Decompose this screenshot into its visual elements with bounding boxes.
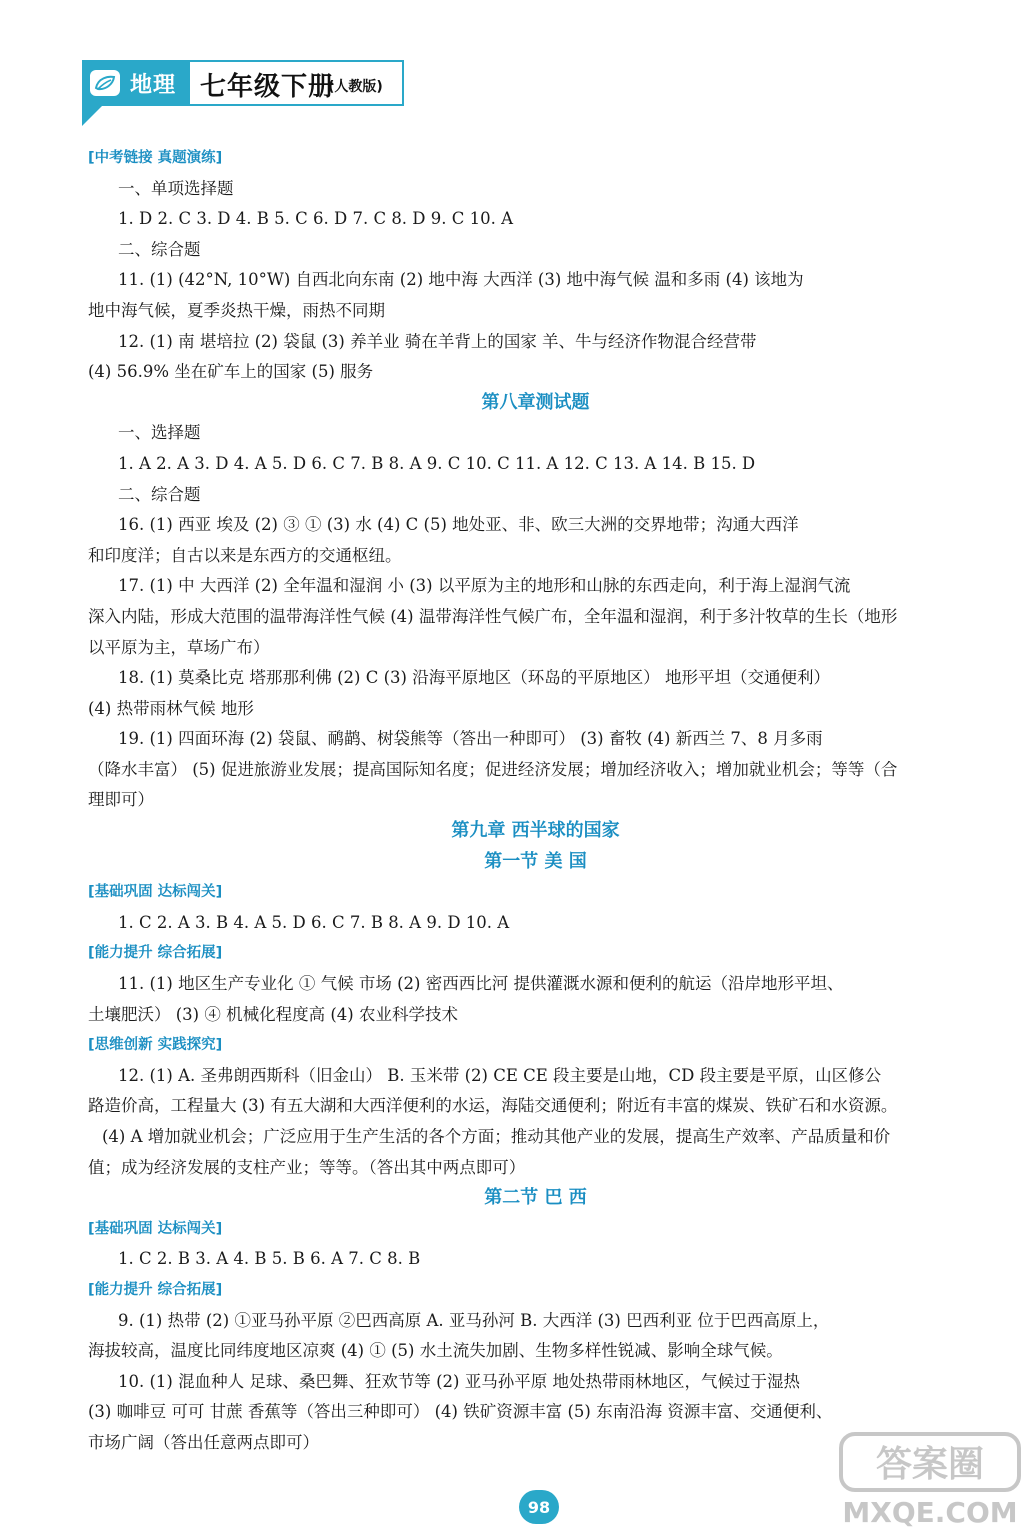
answer-line: (4) A 增加就业机会；广泛应用于生产生活的各个方面；推动其他产业的发展，提高生产效率、产品质量和价 [102,1127,891,1146]
watermark-top-text: 答案圈 [875,1444,985,1485]
answer-line: 海拔较高，温度比同纬度地区凉爽 (4) ① (5) 水土流失加剧、生物多样性锐减、影响全球气候。 [88,1341,783,1361]
section-tag: [基础巩固 达标闯关] [88,1220,223,1237]
answer-line: 16. (1) 西亚 埃及 (2) ③ ① (3) 水 (4) C (5) 地处亚、非、欧三大洲的交界地带；沟通大西洋 [118,515,799,535]
answer-content [88,143,983,1459]
subject-label: 地理 [130,72,177,98]
answer-line: 深入内陆，形成大范围的温带海洋性气候 (4) 温带海洋性气候广布，全年温和湿润，利于多汁牧草的生长（地形 [88,606,898,626]
leaf-icon [90,70,120,96]
answer-heading: 二、综合题 [118,484,201,504]
answer-line: 12. (1) 南 堪培拉 (2) 袋鼠 (3) 养羊业 骑在羊背上的国家 羊、牛与经济作物混合经营带 [118,331,757,351]
answer-line: 理即可） [88,790,154,810]
answer-line: 11. (1) (42°N, 10°W) 自西北向东南 (2) 地中海 大西洋 (3) 地中海气候 温和多雨 (4) 该地为 [118,270,804,290]
answer-line: 18. (1) 莫桑比克 塔那那利佛 (2) C (3) 沿海平原地区（环岛的平原地区） 地形平坦（交通便利） [118,668,830,688]
answer-line: 11. (1) 地区生产专业化 ① 气候 市场 (2) 密西西比河 提供灌溉水源和便利的航运（沿岸地形平坦、 [118,974,844,994]
answer-line: 19. (1) 四面环海 (2) 袋鼠、鸸鹋、树袋熊等（答出一种即可） (3) 畜牧 (4) 新西兰 7、8 月多雨 [118,729,823,749]
answer-line: 值；成为经济发展的支柱产业；等等。（答出其中两点即可） [88,1157,526,1177]
answer-line: (3) 咖啡豆 可可 甘蔗 香蕉等（答出三种即可） (4) 铁矿资源丰富 (5) 东南沿海 资源丰富、交通便利、 [88,1402,833,1422]
answer-line: （降水丰富） (5) 促进旅游业发展；提高国际知名度；促进经济发展；增加经济收入；增加就业机会；等等（合 [88,759,898,779]
answer-line: 和印度洋；自古以来是东西方的交通枢纽。 [88,545,402,565]
section-title: 第一节 美 国 [484,850,587,872]
section-tag: [中考链接 真题演练] [88,150,223,166]
chapter-title: 第八章测试题 [481,391,590,413]
answer-line: 9. (1) 热带 (2) ①亚马孙平原 ②巴西高原 A. 亚马孙河 B. 大西洋 (3) 巴西利亚 位于巴西高原上， [118,1310,830,1330]
watermark-logo [835,1428,1025,1528]
header-tab-decoration [82,106,102,126]
grade-title: 七年级下册 [200,72,336,102]
answer-line: 市场广阔（答出任意两点即可） [88,1432,319,1452]
section-tag: [基础巩固 达标闯关] [88,884,223,901]
answer-heading: 一、选择题 [118,423,201,443]
answer-line: 地中海气候，夏季炎热干燥，雨热不同期 [88,300,385,320]
section-tag: [能力提升 综合拓展] [88,945,223,962]
answer-heading: 二、综合题 [118,239,201,259]
answer-line: 土壤肥沃） (3) ④ 机械化程度高 (4) 农业科学技术 [88,1004,458,1024]
answer-line: 1. C 2. A 3. B 4. A 5. D 6. C 7. B 8. A 9. D 10. A [118,912,510,932]
answer-line: 17. (1) 中 大西洋 (2) 全年温和湿润 小 (3) 以平原为主的地形和山脉的东西走向，利于海上湿润气流 [118,576,851,596]
section-tag: [能力提升 综合拓展] [88,1281,223,1298]
subject-banner [82,60,190,106]
answer-line: 路造价高，工程量大 (3) 有五大湖和大西洋便利的水运，海陆交通便利；附近有丰富的煤炭、铁矿石和水资源。 [88,1096,898,1116]
answer-line: 1. A 2. A 3. D 4. A 5. D 6. C 7. B 8. A 9. C 10. C 11. A 12. C 13. A 14. B 15. D [118,453,756,473]
answer-line: 以平原为主，草场广布） [88,637,270,657]
answer-heading: 一、单项选择题 [118,178,234,198]
answer-line: 10. (1) 混血种人 足球、桑巴舞、狂欢节等 (2) 亚马孙平原 地处热带雨林地区，气候过于湿热 [118,1371,800,1391]
section-title: 第二节 巴 西 [484,1187,587,1209]
section-tag: [思维创新 实践探究] [88,1037,223,1054]
edition-label: (人教版) [328,79,383,95]
answer-line: (4) 56.9% 坐在矿车上的国家 (5) 服务 [88,362,374,382]
answer-line: (4) 热带雨林气候 地形 [88,698,254,718]
page-number: 98 [519,1490,559,1524]
answer-line: 1. D 2. C 3. D 4. B 5. C 6. D 7. C 8. D 9. C 10. A [118,209,514,229]
answer-line: 1. C 2. B 3. A 4. B 5. B 6. A 7. C 8. B [118,1249,421,1269]
answer-line: 12. (1) A. 圣弗朗西斯科（旧金山） B. 玉米带 (2) CE CE 段主要是山地，CD 段主要是平原，山区修公 [118,1065,882,1085]
watermark-bottom-text: MXQE.COM [842,1496,1018,1528]
chapter-title: 第九章 西半球的国家 [451,820,620,842]
